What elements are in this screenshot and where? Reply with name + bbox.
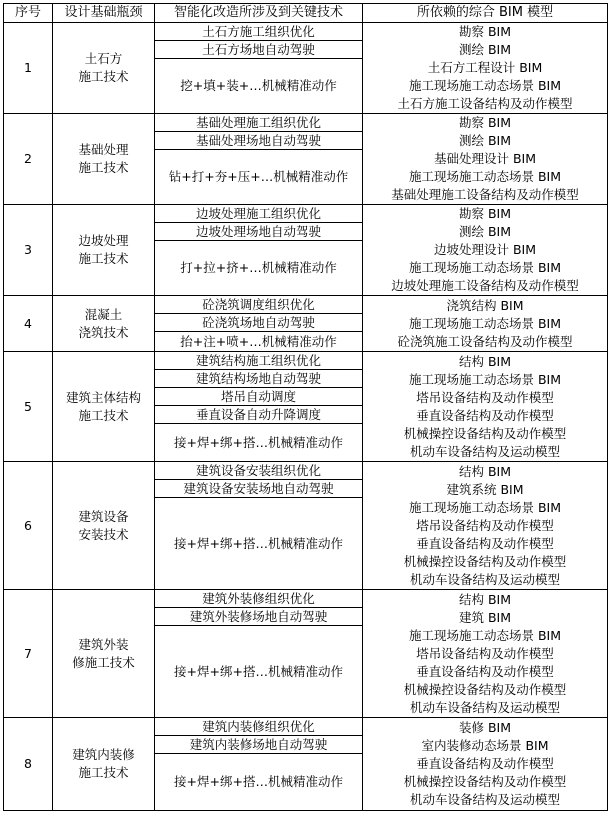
bottleneck-cell [53, 718, 154, 810]
bim-item: 机动车设备结构及运动模型 [409, 699, 560, 715]
bim-item: 施工现场施工动态场景 BIM [408, 260, 562, 275]
bottleneck-line: 建筑主体结构 [65, 389, 141, 405]
bim-item: 机械操控设备结构及动作模型 [403, 553, 567, 569]
bim-item: 机械操控设备结构及动作模型 [403, 425, 567, 441]
tech-item: 建筑设备安装组织优化 [195, 462, 321, 478]
tech-item: 土石方场地自动驾驶 [202, 41, 315, 57]
bim-item: 建筑 BIM [458, 609, 512, 625]
bim-item: 塔吊设备结构及动作模型 [416, 389, 554, 405]
bim-item: 勘察 BIM [458, 206, 512, 221]
row-number: 4 [24, 315, 32, 331]
bim-item: 垂直设备结构及动作模型 [416, 756, 554, 771]
bim-item: 装修 BIM [458, 720, 512, 735]
bim-item: 结构 BIM [458, 591, 512, 607]
tech-item: 基础处理场地自动驾驶 [195, 132, 321, 148]
tech-item: 建筑外装修组织优化 [202, 590, 315, 606]
bottleneck-line: 施工技术 [78, 407, 129, 423]
bim-cell [363, 590, 607, 717]
bim-item: 土石方施工设备结构及动作模型 [397, 96, 573, 111]
bottleneck-line: 修施工技术 [72, 654, 135, 670]
header-cell: 设计基础瓶颈 [64, 5, 143, 20]
tech-item: 建筑内装修场地自动驾驶 [189, 736, 328, 752]
bim-item: 勘察 BIM [458, 24, 512, 39]
bim-cell [363, 205, 607, 295]
row-number: 8 [24, 756, 32, 771]
bim-cell [363, 23, 607, 113]
bim-cell [363, 296, 607, 351]
bim-item: 塔吊设备结构及动作模型 [416, 645, 554, 661]
bottleneck-line: 土石方 [84, 51, 123, 66]
bim-cell [363, 718, 607, 810]
tech-item: 基础处理施工组织优化 [195, 114, 321, 130]
bottleneck-line: 建筑设备 [78, 508, 129, 524]
row-number: 2 [24, 151, 32, 166]
tech-item: 建筑结构场地自动驾驶 [195, 370, 321, 386]
header-cell: 序号 [14, 5, 41, 20]
bottleneck-cell [53, 352, 154, 461]
bim-item: 浇筑结构 BIM [446, 297, 524, 313]
bottleneck-line: 混凝土 [84, 306, 123, 322]
bottleneck-line: 建筑外装 [78, 636, 129, 652]
bottleneck-cell [53, 205, 154, 295]
bim-item: 垂直设备结构及动作模型 [416, 535, 554, 551]
tech-item: 塔吊自动调度 [220, 388, 296, 404]
bottleneck-line: 施工技术 [78, 765, 129, 780]
bim-item: 结构 BIM [458, 353, 512, 369]
bim-item: 垂直设备结构及动作模型 [416, 663, 554, 679]
tech-item: 挖+填+装+…机械精准动作 [180, 78, 337, 93]
bim-item: 土石方工程设计 BIM [427, 60, 543, 75]
tech-item: 钻+打+夯+压+…机械精准动作 [168, 169, 349, 184]
tech-item: 砼浇筑场地自动驾驶 [202, 314, 315, 330]
tech-item: 土石方施工组织优化 [202, 23, 315, 39]
bottleneck-cell [53, 114, 154, 204]
bim-item: 砼浇筑施工设备结构及动作模型 [397, 333, 573, 349]
bim-item: 施工现场施工动态场景 BIM [408, 371, 562, 387]
bottleneck-cell [53, 23, 154, 113]
bim-item: 垂直设备结构及动作模型 [416, 407, 554, 423]
bim-item: 机动车设备结构及运动模型 [409, 792, 560, 807]
bim-item: 机械操控设备结构及动作模型 [403, 681, 567, 697]
bim-item: 勘察 BIM [458, 115, 512, 130]
bottleneck-line: 施工技术 [78, 69, 129, 84]
tech-item: 打+拉+挤+…机械精准动作 [180, 260, 337, 275]
tech-item: 建筑外装修场地自动驾驶 [189, 608, 328, 624]
bottleneck-line: 基础处理 [78, 142, 129, 157]
bim-item: 塔吊设备结构及动作模型 [416, 517, 554, 533]
bim-item: 机械操控设备结构及动作模型 [403, 774, 567, 789]
bim-item: 边坡处理设计 BIM [433, 242, 537, 257]
bim-item: 施工现场施工动态场景 BIM [408, 315, 562, 331]
bim-item: 建筑系统 BIM [446, 481, 524, 497]
header-cell: 智能化改造所涉及到关键技术 [173, 5, 343, 20]
bottleneck-line: 浇筑技术 [78, 324, 129, 340]
bim-item: 基础处理设计 BIM [433, 151, 537, 166]
bim-cell [363, 352, 607, 461]
row-number: 7 [24, 645, 32, 661]
tech-item: 抬+注+喷+…机械精准动作 [180, 333, 337, 349]
bottleneck-line: 安装技术 [78, 526, 129, 542]
tech-item: 接+焊+绑+搭…机械精准动作 [174, 535, 343, 551]
bim-cell [363, 462, 607, 589]
bottleneck-line: 边坡处理 [78, 233, 129, 248]
bim-item: 施工现场施工动态场景 BIM [408, 627, 562, 643]
tech-item: 垂直设备自动升降调度 [195, 406, 321, 422]
bim-item: 机动车设备结构及运动模型 [409, 571, 560, 587]
bottleneck-line: 施工技术 [78, 160, 129, 175]
bim-item: 测绘 BIM [458, 133, 512, 148]
tech-item: 接+焊+绑+搭…机械精准动作 [174, 774, 343, 789]
bottleneck-cell [53, 296, 154, 351]
tech-item: 边坡处理施工组织优化 [195, 205, 321, 221]
table-rule [607, 3, 608, 811]
bottleneck-cell [53, 590, 154, 717]
bim-cell [363, 114, 607, 204]
bim-item: 室内装修动态场景 BIM [421, 738, 549, 753]
bottleneck-line: 建筑内装修 [72, 747, 135, 762]
row-number: 1 [24, 60, 32, 75]
table-rule [3, 810, 608, 811]
tech-item: 接+焊+绑+搭…机械精准动作 [174, 434, 343, 450]
tech-item: 接+焊+绑+搭…机械精准动作 [174, 663, 343, 679]
row-number: 3 [24, 242, 32, 257]
bim-item: 测绘 BIM [458, 42, 512, 57]
bim-item: 基础处理施工设备结构及动作模型 [391, 187, 579, 202]
bim-item: 边坡处理施工设备结构及动作模型 [391, 278, 579, 293]
bim-item: 施工现场施工动态场景 BIM [408, 169, 562, 184]
bim-item: 机动车设备结构及运动模型 [409, 443, 560, 459]
tech-item: 建筑设备安装场地自动驾驶 [183, 480, 334, 496]
bottleneck-line: 施工技术 [78, 251, 129, 266]
tech-item: 砼浇筑调度组织优化 [202, 296, 315, 312]
bottleneck-cell [53, 462, 154, 589]
row-number: 5 [24, 398, 32, 414]
bim-item: 施工现场施工动态场景 BIM [408, 78, 562, 93]
bim-item: 结构 BIM [458, 463, 512, 479]
row-number: 6 [24, 517, 32, 533]
tech-item: 建筑结构施工组织优化 [195, 352, 321, 368]
tech-item: 边坡处理场地自动驾驶 [195, 223, 321, 239]
bim-item: 测绘 BIM [458, 224, 512, 239]
header-cell: 所依赖的综合 BIM 模型 [416, 5, 554, 20]
bim-item: 施工现场施工动态场景 BIM [408, 499, 562, 515]
tech-item: 建筑内装修组织优化 [202, 718, 315, 734]
